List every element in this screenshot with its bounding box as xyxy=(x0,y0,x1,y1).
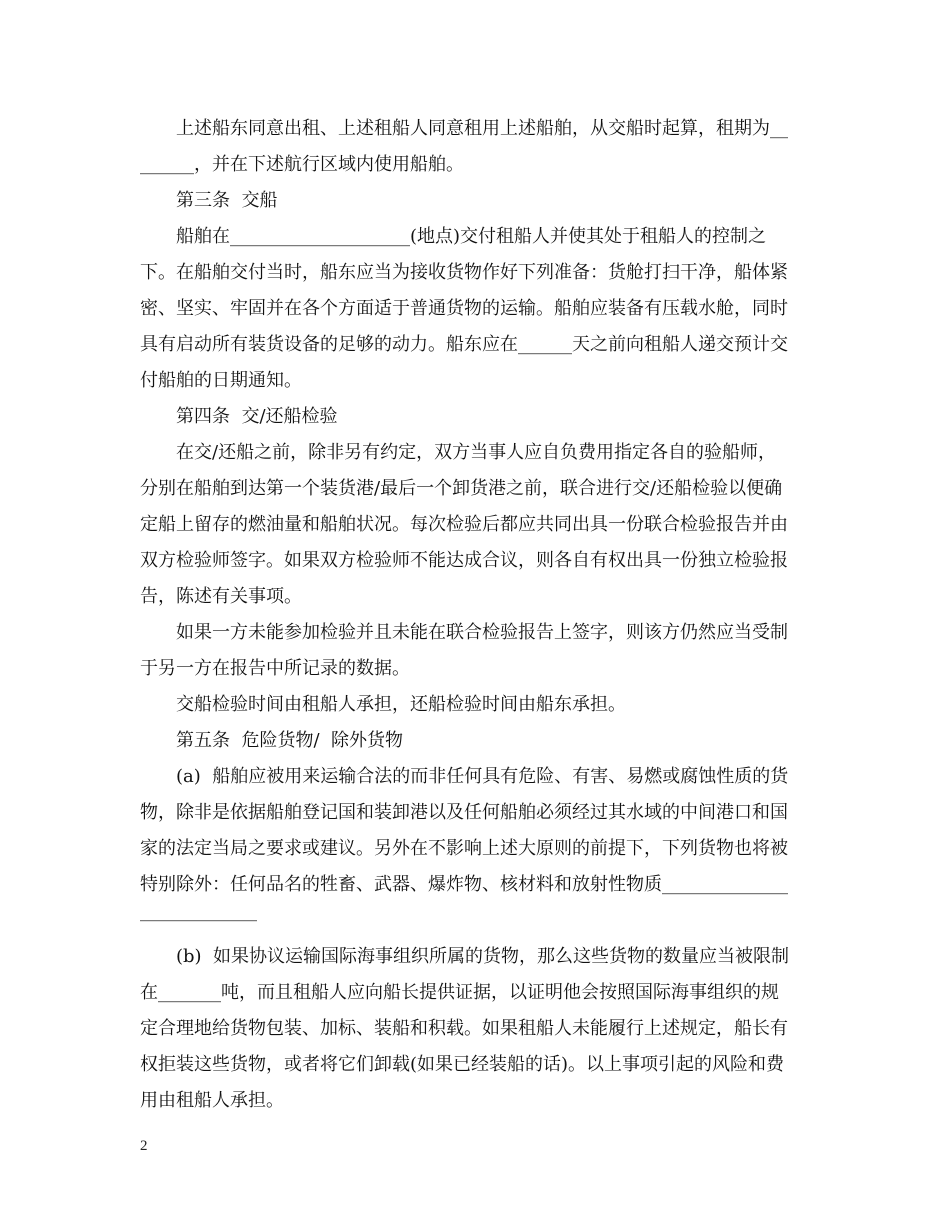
text-line: _____________ xyxy=(140,901,257,922)
text-line: 在交/还船之前，除非另有约定，双方当事人应自负费用指定各自的验船师， xyxy=(176,442,777,463)
text-line: 家的法定当局之要求或建议。另外在不影响上述大原则的前提下，下列货物也将被 xyxy=(140,838,788,859)
section-heading: 第三条 交船 xyxy=(176,190,278,211)
text-line: 密、坚实、牢固并在各个方面适于普通货物的运输。船舶应装备有压载水舱，同时 xyxy=(140,298,788,319)
text-line: 具有启动所有装货设备的足够的动力。船东应在______天之前向租船人递交预计交 xyxy=(140,334,788,355)
text-line: 权拒装这些货物，或者将它们卸载(如果已经装船的话)。以上事项引起的风险和费 xyxy=(140,1054,785,1075)
text-line: 上述船东同意出租、上述租船人同意租用上述船舶，从交船时起算，租期为__ xyxy=(176,118,788,139)
text-line: ______，并在下述航行区域内使用船舶。 xyxy=(140,154,464,175)
text-line: 告，陈述有关事项。 xyxy=(140,586,302,607)
text-line: 定合理地给货物包装、加标、装船和积载。如果租船人未能履行上述规定，船长有 xyxy=(140,1018,788,1039)
text-line: 船舶在____________________(地点)交付租船人并使其处于租船人的控制之 xyxy=(176,226,767,247)
text-line: 分别在船舶到达第一个装货港/最后一个卸货港之前，联合进行交/还船检验以便确 xyxy=(140,478,783,499)
text-line: 定船上留存的燃油量和船舶状况。每次检验后都应共同出具一份联合检验报告并由 xyxy=(140,514,788,535)
text-line: 交船检验时间由租船人承担，还船检验时间由船东承担。 xyxy=(176,694,626,715)
text-line: 双方检验师签字。如果双方检验师不能达成合议，则各自有权出具一份独立检验报 xyxy=(140,550,788,571)
section-heading: 第四条 交/还船检验 xyxy=(176,406,338,427)
text-line: 物，除非是依据船舶登记国和装卸港以及任何船舶必须经过其水域的中间港口和国 xyxy=(140,802,788,823)
section-heading: 第五条 危险货物/ 除外货物 xyxy=(176,730,403,751)
text-line: 付船舶的日期通知。 xyxy=(140,370,302,391)
text-line: 用由租船人承担。 xyxy=(140,1090,284,1111)
text-line: (b) 如果协议运输国际海事组织所属的货物，那么这些货物的数量应当被限制 xyxy=(176,946,790,967)
text-line: (a) 船舶应被用来运输合法的而非任何具有危险、有害、易燃或腐蚀性质的货 xyxy=(176,766,789,787)
text-line: 下。在船舶交付当时，船东应当为接收货物作好下列准备：货舱打扫干净，船体紧 xyxy=(140,262,788,283)
text-line: 如果一方未能参加检验并且未能在联合检验报告上签字，则该方仍然应当受制 xyxy=(176,622,788,643)
text-line: 在_______吨，而且租船人应向船长提供证据，以证明他会按照国际海事组织的规 xyxy=(140,982,779,1003)
text-line: 特别除外：任何品名的牲畜、武器、爆炸物、核材料和放射性物质______________ xyxy=(140,874,788,895)
text-line: 于另一方在报告中所记录的数据。 xyxy=(140,658,410,679)
page-number: 2 xyxy=(140,1138,148,1154)
